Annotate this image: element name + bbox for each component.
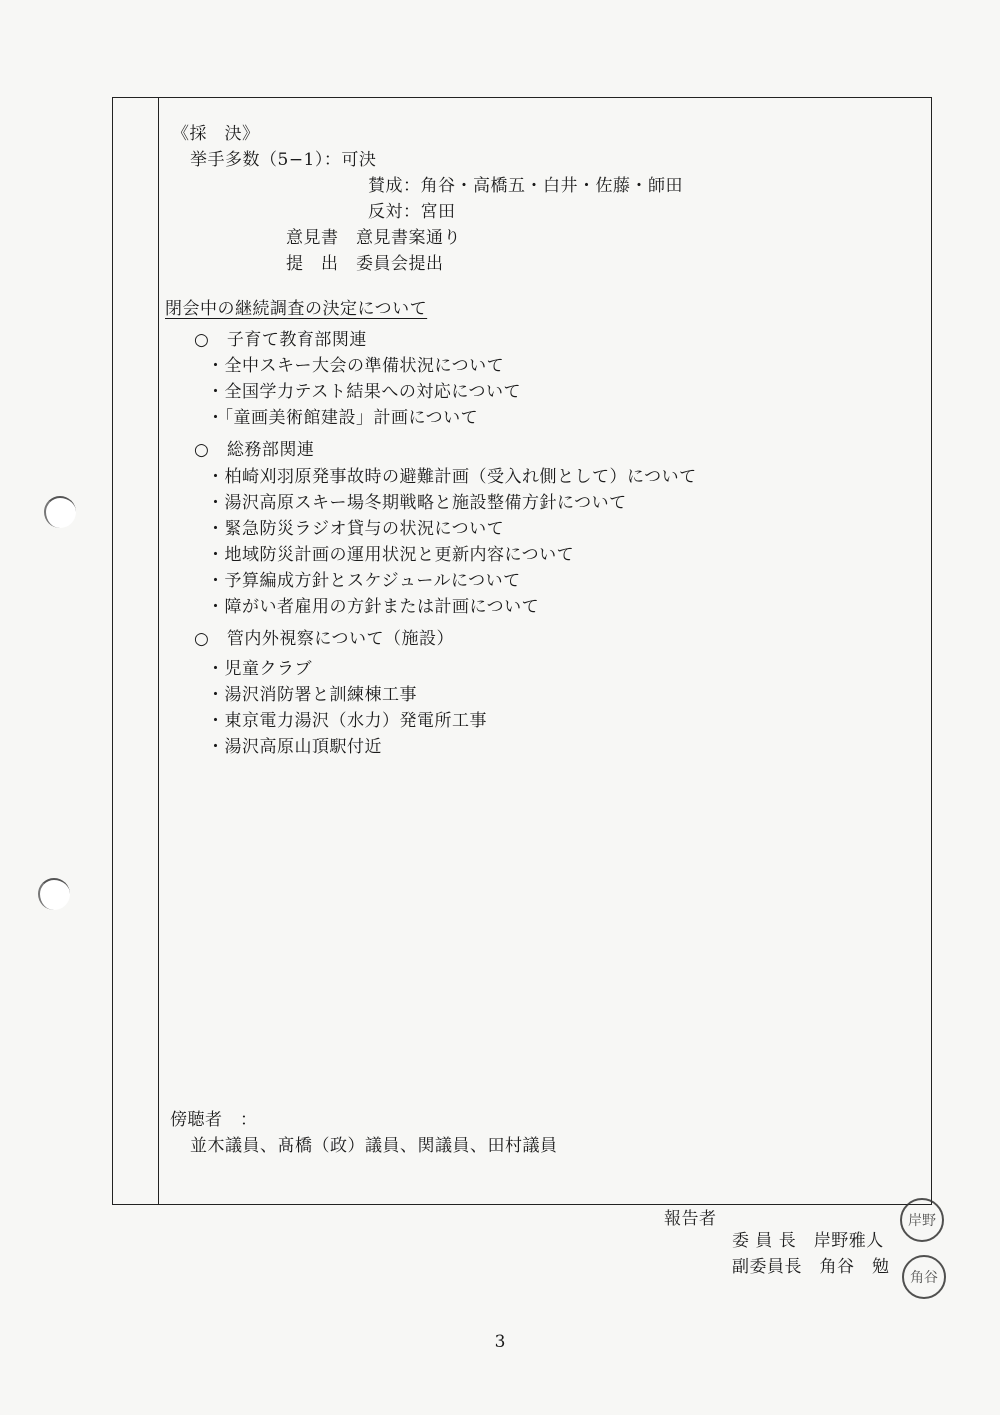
group-title: ○ 総務部関連 [194, 440, 315, 460]
page-number: 3 [494, 1332, 506, 1352]
vote-opinion: 意見書 意見書案通り [286, 228, 461, 248]
list-item: ・地域防災計画の運用状況と更新内容について [207, 545, 575, 565]
reporter-vice-chair: 副委員長 角谷 勉 [732, 1257, 890, 1277]
audience-label: 傍聴者 ： [170, 1110, 258, 1130]
vote-submission: 提 出 委員会提出 [286, 254, 444, 274]
investigation-heading: 閉会中の継続調査の決定について [165, 299, 428, 319]
punch-hole-top [44, 496, 76, 528]
audience-names: 並木議員、髙橋（政）議員、関議員、田村議員 [190, 1136, 558, 1156]
vote-against: 反対：宮田 [368, 202, 456, 222]
list-item: ・柏崎刈羽原発事故時の避難計画（受入れ側として）について [207, 467, 697, 487]
list-item: ・障がい者雇用の方針または計画について [207, 597, 540, 617]
list-item: ・湯沢高原山頂駅付近 [207, 737, 382, 757]
reporter-label: 報告者 [664, 1209, 717, 1229]
list-item: ・児童クラブ [207, 659, 312, 679]
punch-hole-bottom [38, 878, 70, 910]
seal-stamp-vice-chair: 角谷 [902, 1255, 946, 1299]
list-item: ・湯沢消防署と訓練棟工事 [207, 685, 417, 705]
list-item: ・「童画美術館建設」計画について [207, 408, 479, 428]
group-title: ○ 子育て教育部関連 [194, 330, 367, 350]
group-title: ○ 管内外視察について（施設） [194, 629, 454, 649]
reporter-chair: 委 員 長 岸野雅人 [732, 1231, 884, 1251]
vote-title: 《採 決》 [172, 124, 260, 144]
margin-rule [158, 97, 159, 1205]
list-item: ・緊急防災ラジオ貸与の状況について [207, 519, 505, 539]
list-item: ・全国学力テスト結果への対応について [207, 382, 521, 402]
seal-stamp-chair: 岸野 [900, 1198, 944, 1242]
list-item: ・全中スキー大会の準備状況について [207, 356, 505, 376]
list-item: ・予算編成方針とスケジュールについて [207, 571, 521, 591]
vote-result: 挙手多数（5−1）：可決 [190, 150, 377, 170]
list-item: ・湯沢高原スキー場冬期戦略と施設整備方針について [207, 493, 627, 513]
list-item: ・東京電力湯沢（水力）発電所工事 [207, 711, 487, 731]
vote-for: 賛成：角谷・高橋五・白井・佐藤・師田 [368, 176, 683, 196]
page-frame [112, 97, 932, 1205]
